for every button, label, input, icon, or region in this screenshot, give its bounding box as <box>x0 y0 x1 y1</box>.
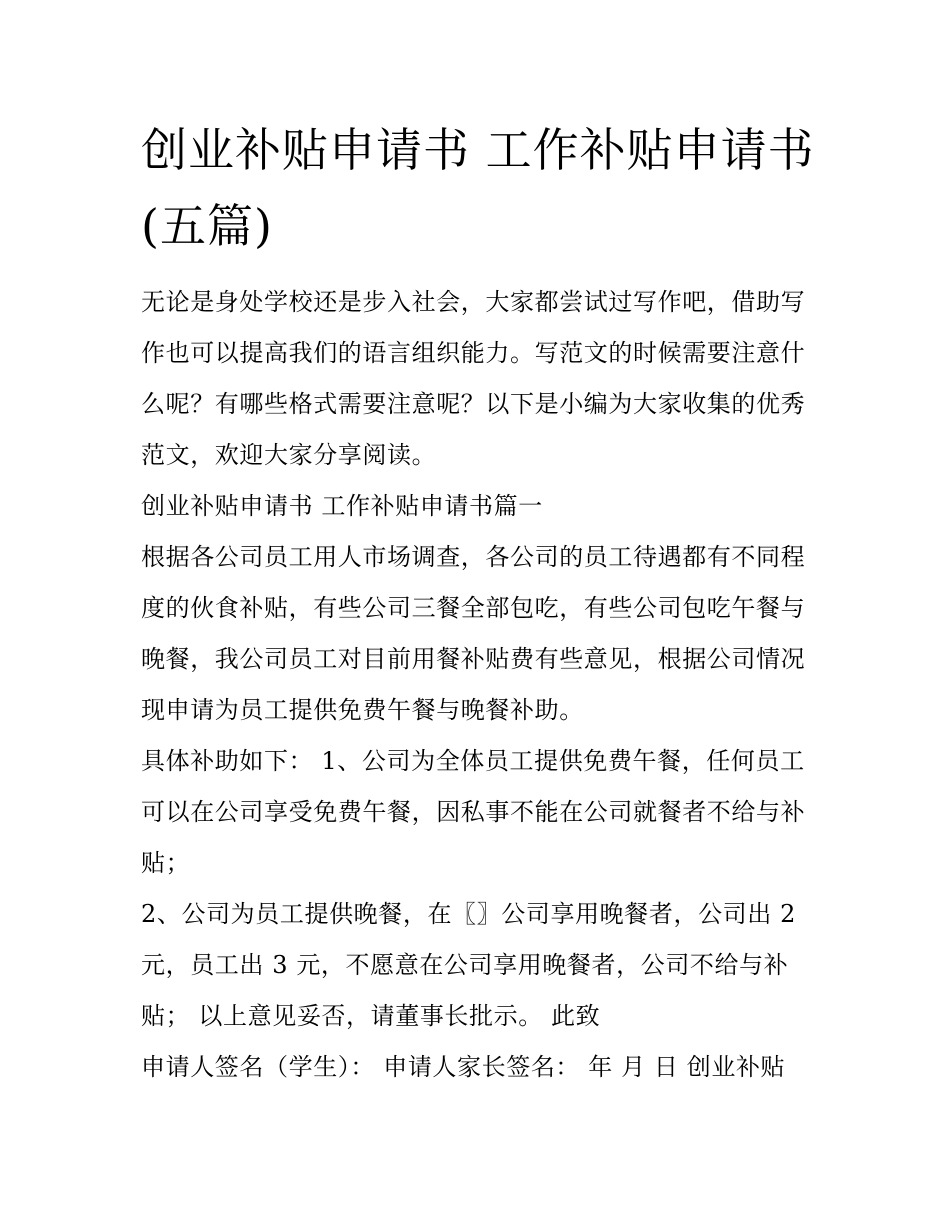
section-heading: 创业补贴申请书 工作补贴申请书篇一 <box>141 492 543 520</box>
intro-paragraph: 无论是身处学校还是步入社会，大家都尝试过写作吧，借助写作也可以提高我们的语言组织能力。写范文的时候需要注意什么呢？有哪些格式需要注意呢？以下是小编为大家收集的优秀范文，欢迎大家分享阅读。 <box>141 288 806 469</box>
signature-line: 申请人签名（学生）： 申请人家长签名： 年 月 日 创业补贴 <box>141 1053 786 1081</box>
document-title: 创业补贴申请书 工作补贴申请书(五篇) <box>141 123 815 253</box>
body-paragraph: 根据各公司员工用人市场调查，各公司的员工待遇都有不同程度的伙食补贴，有些公司三餐全部包吃，有些公司包吃午餐与晚餐，我公司员工对目前用餐补贴费有些意见，根据公司情况现申请为员工提供免费午餐与晚餐补助。 <box>141 543 806 724</box>
body-paragraph: 具体补助如下： 1、公司为全体员工提供免费午餐，任何员工可以在公司享受免费午餐，因私事不能在公司就餐者不给与补贴； <box>141 747 806 877</box>
body-paragraph: 2、公司为员工提供晚餐，在〖〗公司享用晚餐者，公司出 2 元，员工出 3 元，不愿意在公司享用晚餐者，公司不给与补贴； 以上意见妥否，请董事长批示。 此致 <box>141 900 796 1030</box>
document-body <box>141 277 816 1093</box>
